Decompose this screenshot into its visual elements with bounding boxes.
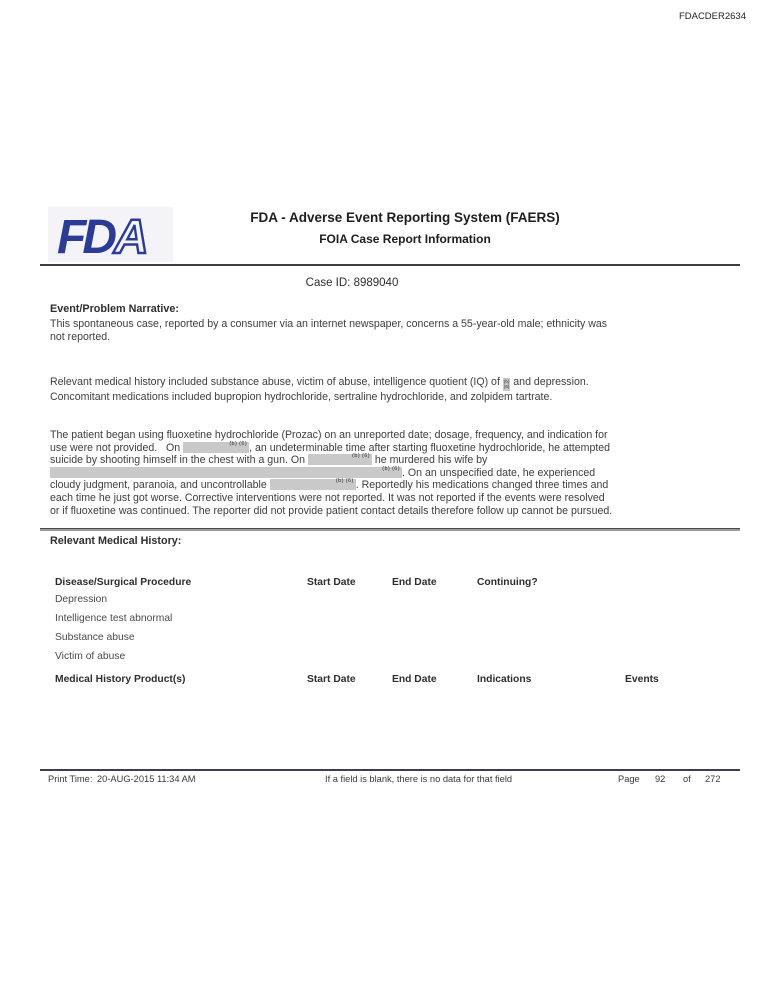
column-header-start-date: Start Date	[307, 674, 356, 685]
medical-history-row: Intelligence test abnormal	[55, 613, 173, 624]
fda-logo-letters-fd: FD	[57, 211, 113, 262]
page-footer	[0, 774, 770, 788]
narrative-paragraph-1: This spontaneous case, reported by a consumer via an internet newspaper, concerns a 55-year-old male; ethnicity was not reported.	[50, 318, 608, 343]
products-table-header	[0, 674, 770, 688]
report-header	[70, 210, 740, 246]
disease-table-header	[0, 577, 770, 591]
narrative-paragraph-3: The patient began using fluoxetine hydrochloride (Prozac) on an unreported date; dosage, frequency, and indication for use were not provided. On (b) (6) , an undeterminable time after starting fluoxetine hydrochloride, he attempted suicide by shooting himself in the chest with a gun. On (b) (6) he murdered his wife by (b) (6) . On an unspecified date, he experienced cloudy judgment, paranoia, and uncontrollable (b) (6) . Reportedly his medications changed three times and each time he just got worse. Corrective interventions were not reported. It was not reported if the events were resolved or if fluoxetine was continued. The reporter did not provide patient contact details therefore follow up cannot be pursued.	[50, 429, 613, 517]
report-subtitle: FOIA Case Report Information	[319, 232, 491, 246]
blank-field-note: If a field is blank, there is no data for that field	[325, 774, 513, 784]
print-time-label: Print Time:	[48, 774, 93, 784]
page-of-label: of	[683, 774, 691, 784]
redaction-exemption-label: (b) (6)	[352, 453, 370, 460]
column-header-end-date: End Date	[392, 674, 437, 685]
column-header-product: Medical History Product(s)	[55, 674, 186, 685]
medical-history-row: Substance abuse	[55, 632, 135, 643]
column-header-indications: Indications	[477, 674, 532, 685]
redaction-exemption-label: (6)	[503, 384, 510, 389]
fda-logo-letter-a: A	[114, 211, 149, 262]
redaction-box	[308, 454, 372, 465]
narrative-paragraph-2: Relevant medical history included substance abuse, victim of abuse, intelligence quotient (IQ) of (b) (6) and depression. Concomitant medications included bupropion hydrochloride, sertraline hydrochloride, and zolpidem tartrate.	[50, 376, 592, 403]
print-time-value: 20-AUG-2015 11:34 AM	[97, 774, 196, 784]
page-number: 92	[655, 774, 666, 784]
redaction-exemption-label: (b) (6)	[229, 440, 248, 447]
medical-history-row: Depression	[55, 594, 108, 605]
medical-history-section-label: Relevant Medical History:	[50, 535, 182, 547]
redaction-exemption-label: (b) (6)	[335, 478, 354, 485]
column-header-continuing: Continuing?	[477, 577, 538, 588]
redaction-exemption-label: (b)	[503, 378, 510, 384]
redaction-box	[270, 479, 356, 490]
column-header-events: Events	[625, 674, 659, 685]
document-number: FDACDER2634	[678, 11, 746, 22]
column-header-disease: Disease/Surgical Procedure	[55, 577, 192, 588]
medical-history-row: Victim of abuse	[55, 651, 126, 662]
redaction-box-small	[503, 378, 511, 391]
section-divider	[40, 528, 740, 531]
redaction-box	[183, 442, 249, 453]
narrative-section-label: Event/Problem Narrative:	[50, 303, 180, 315]
report-title: FDA - Adverse Event Reporting System (FAERS)	[250, 210, 560, 225]
column-header-end-date: End Date	[392, 577, 437, 588]
column-header-start-date: Start Date	[307, 577, 356, 588]
disease-rows	[55, 594, 730, 670]
footer-divider	[40, 769, 740, 771]
page-total: 272	[705, 774, 721, 784]
case-id: Case ID: 8989040	[305, 277, 399, 289]
redaction-exemption-label: (b) (6)	[382, 465, 400, 472]
header-divider	[40, 264, 740, 266]
page-label: Page	[618, 774, 640, 784]
